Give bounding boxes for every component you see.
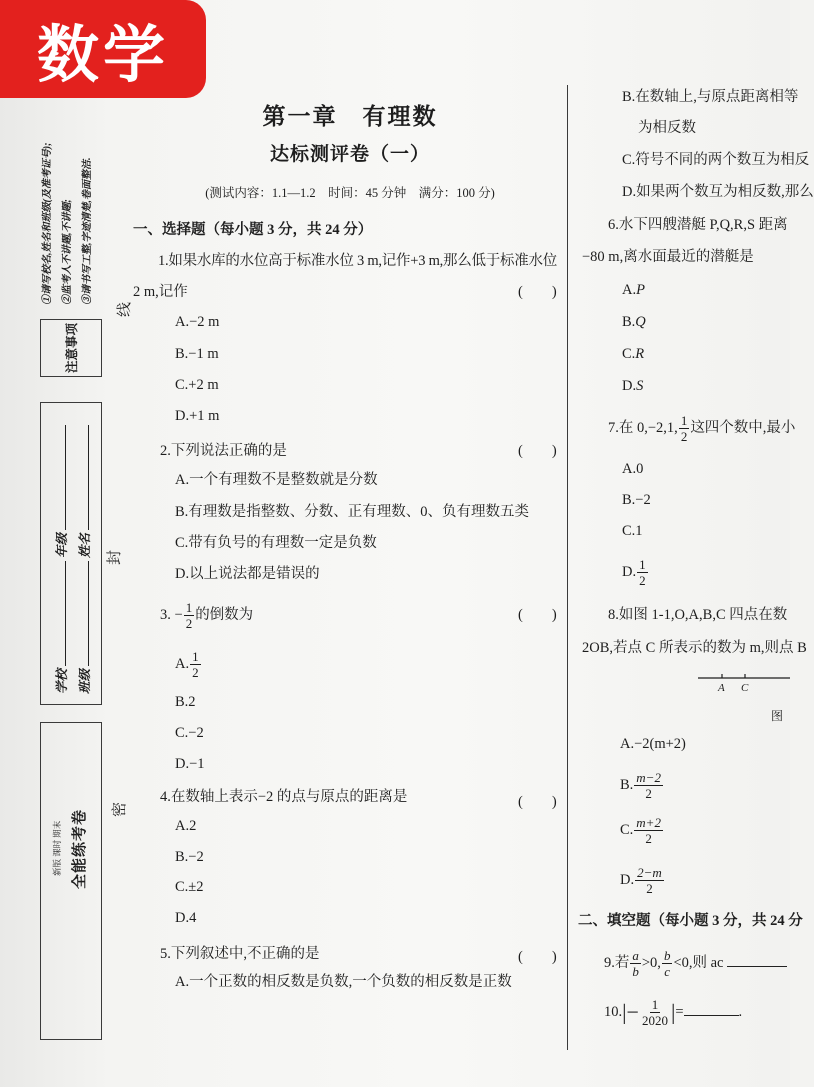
test-info: (测试内容：1.1—1.2 时间：45 分钟 满分：100 分) bbox=[205, 186, 495, 200]
answer-parentheses: ( ) bbox=[518, 284, 557, 300]
option-label: D. bbox=[620, 872, 635, 888]
question-1-stem-cont: 2 m,记作 bbox=[133, 284, 188, 300]
fraction-denominator: 2 bbox=[639, 573, 646, 589]
notice-list bbox=[38, 143, 98, 306]
question-3-option-b: B.2 bbox=[175, 694, 196, 710]
field-blank-school bbox=[53, 561, 66, 666]
test-subtitle: 达标测评卷（一） bbox=[269, 144, 430, 165]
brand-name: 全能练考卷 bbox=[72, 808, 88, 889]
question-6-stem-cont: −80 m,离水面最近的潜艇是 bbox=[582, 249, 754, 265]
fraction-denominator: b bbox=[632, 964, 639, 980]
option-label: C. bbox=[620, 822, 634, 838]
subject-badge bbox=[0, 0, 206, 98]
question-5-option-b-cont: 为相反数 bbox=[638, 120, 696, 136]
fraction-denominator: 2 bbox=[185, 616, 193, 632]
question-6-option-d bbox=[622, 377, 643, 395]
student-info-row bbox=[53, 422, 69, 694]
question-1-stem: 1.如果水库的水位高于标准水位 3 m,记作+3 m,那么低于标准水位 bbox=[158, 253, 557, 269]
question-6-option-a bbox=[622, 281, 645, 299]
option-value: Q bbox=[635, 314, 646, 330]
fraction-numerator: b bbox=[663, 948, 671, 964]
question-4-stem: 4.在数轴上表示−2 的点与原点的距离是 bbox=[160, 789, 408, 805]
fraction-denominator: 2 bbox=[645, 831, 652, 847]
question-2-option-c: C.带有负号的有理数一定是负数 bbox=[175, 535, 377, 551]
field-blank-grade bbox=[53, 425, 66, 530]
question-8-stem: 8.如图 1-1,O,A,B,C 四点在数 bbox=[608, 607, 788, 623]
question-9-stem bbox=[604, 948, 787, 978]
brand-box bbox=[40, 722, 102, 1040]
brand-edition-text: 新版 课时 期末 bbox=[52, 820, 62, 876]
question-2-option-a: A.一个有理数不是整数就是分数 bbox=[175, 472, 378, 488]
question-10-end: . bbox=[738, 1004, 743, 1020]
question-2-option-d: D.以上说法都是错误的 bbox=[175, 566, 320, 582]
question-3-stem bbox=[160, 600, 253, 630]
option-value: S bbox=[636, 378, 644, 394]
option-label: A. bbox=[175, 656, 190, 672]
question-6-option-c bbox=[622, 345, 644, 363]
fraction bbox=[635, 866, 664, 895]
absolute-value-open: |− bbox=[622, 999, 639, 1025]
student-info-box bbox=[40, 402, 102, 705]
notice-title-box bbox=[40, 319, 102, 377]
question-5-option-d: D.如果两个数互为相反数,那么 bbox=[622, 184, 814, 200]
question-1-option-a: A.−2 m bbox=[175, 314, 220, 330]
section-heading-choice: 一、选择题（每小题 3 分，共 24 分） bbox=[133, 222, 373, 238]
question-6-stem: 6.水下四艘潜艇 P,Q,R,S 距离 bbox=[608, 217, 788, 233]
question-3-option-a bbox=[175, 649, 202, 679]
field-label-name: 姓名 bbox=[78, 532, 92, 558]
question-2-option-b: B.有理数是指整数、分数、正有理数、0、负有理数五类 bbox=[175, 504, 530, 520]
question-3-stem-prefix: 3. − bbox=[160, 607, 183, 623]
question-5-option-c: C.符号不同的两个数互为相反 bbox=[622, 152, 810, 168]
question-4-option-a: A.2 bbox=[175, 818, 197, 834]
fraction-denominator: 2 bbox=[680, 429, 688, 445]
field-blank-class bbox=[76, 561, 89, 666]
fraction bbox=[662, 949, 673, 978]
fraction-numerator: 1 bbox=[185, 600, 193, 616]
fraction-numerator: m−2 bbox=[636, 770, 661, 786]
field-label-grade: 年级 bbox=[55, 532, 69, 558]
subject-badge-label: 数学 bbox=[36, 20, 169, 90]
option-label: A. bbox=[622, 282, 637, 298]
binding-margin bbox=[38, 100, 105, 1045]
question-9-text: >0, bbox=[641, 955, 661, 971]
question-7-stem-suffix: 这四个数中,最小 bbox=[690, 420, 796, 436]
notice-title: 注意事项 bbox=[65, 323, 79, 374]
number-line-label-a: A bbox=[718, 682, 725, 694]
option-label: D. bbox=[622, 564, 637, 580]
fraction-numerator: m+2 bbox=[636, 815, 661, 831]
option-value: R bbox=[635, 346, 645, 362]
column-divider bbox=[567, 85, 568, 1050]
fraction-denominator: c bbox=[664, 964, 671, 980]
question-4-option-c: C.±2 bbox=[175, 879, 204, 895]
fraction-numerator: 1 bbox=[192, 649, 199, 665]
option-label: B. bbox=[622, 314, 636, 330]
question-8-option-d bbox=[620, 865, 665, 895]
field-label-school: 学校 bbox=[55, 668, 69, 694]
option-label: B. bbox=[620, 777, 634, 793]
fraction bbox=[184, 601, 195, 630]
fraction bbox=[190, 650, 201, 679]
fraction-denominator: 2 bbox=[645, 786, 652, 802]
fraction bbox=[634, 816, 663, 845]
question-7-option-b: B.−2 bbox=[622, 492, 651, 508]
binding-mark-seal: 封 bbox=[107, 549, 124, 566]
question-5-option-a: A.一个正数的相反数是负数,一个负数的相反数是正数 bbox=[175, 974, 512, 990]
field-blank-name bbox=[76, 425, 89, 530]
field-label-class: 班级 bbox=[78, 668, 92, 694]
fraction bbox=[630, 949, 641, 978]
number-line-figure bbox=[690, 668, 790, 696]
figure-caption: 图 bbox=[771, 709, 784, 723]
fraction bbox=[640, 998, 670, 1027]
question-10-stem bbox=[604, 997, 742, 1028]
fraction-numerator: 1 bbox=[639, 557, 646, 573]
question-7-option-c: C.1 bbox=[622, 523, 643, 539]
fraction-numerator: 1 bbox=[680, 413, 688, 429]
question-8-option-c bbox=[620, 815, 664, 845]
answer-parentheses: ( ) bbox=[518, 949, 557, 965]
question-8-option-a: A.−2(m+2) bbox=[620, 736, 686, 752]
question-7-stem-prefix: 7.在 0,−2,1, bbox=[608, 420, 678, 436]
binding-mark-line: 线 bbox=[117, 301, 134, 318]
option-value: P bbox=[636, 282, 645, 298]
fraction bbox=[679, 414, 690, 443]
answer-parentheses: ( ) bbox=[518, 443, 557, 459]
question-3-option-c: C.−2 bbox=[175, 725, 204, 741]
question-6-option-b bbox=[622, 313, 646, 331]
fraction bbox=[637, 558, 648, 587]
answer-parentheses: ( ) bbox=[518, 794, 557, 810]
right-column bbox=[570, 0, 814, 1087]
fraction-numerator: 1 bbox=[651, 997, 659, 1013]
question-1-option-c: C.+2 m bbox=[175, 377, 219, 393]
equals-sign: = bbox=[675, 1004, 684, 1020]
question-7-option-a: A.0 bbox=[622, 461, 644, 477]
question-4-option-b: B.−2 bbox=[175, 849, 204, 865]
fraction-denominator: 2020 bbox=[641, 1013, 668, 1029]
option-label: C. bbox=[622, 346, 636, 362]
question-7-stem bbox=[608, 413, 795, 443]
question-2-stem: 2.下列说法正确的是 bbox=[160, 443, 287, 459]
question-4-option-d: D.4 bbox=[175, 910, 197, 926]
chapter-title: 第一章 有理数 bbox=[262, 104, 438, 129]
question-3-option-d: D.−1 bbox=[175, 756, 205, 772]
question-5-option-b: B.在数轴上,与原点距离相等 bbox=[622, 89, 799, 105]
section-heading-fill-in: 二、填空题（每小题 3 分，共 24 分 bbox=[578, 913, 803, 929]
option-label: D. bbox=[622, 378, 637, 394]
question-1-option-d: D.+1 m bbox=[175, 408, 220, 424]
notice-item: ②监考人不讲题,不讲题; bbox=[62, 199, 73, 305]
question-1-option-b: B.−1 m bbox=[175, 346, 219, 362]
question-9-prefix: 9.若 bbox=[604, 955, 630, 971]
notice-item: ①请写校名,姓名和班级(及准考证号); bbox=[42, 142, 53, 305]
question-7-option-d bbox=[622, 557, 649, 587]
student-info-row bbox=[76, 422, 92, 694]
fraction-denominator: 2 bbox=[192, 665, 199, 681]
question-3-stem-suffix: 的倒数为 bbox=[195, 607, 254, 623]
number-line-label-c: C bbox=[741, 682, 749, 694]
question-9-text: <0,则 ac bbox=[673, 955, 724, 971]
question-10-prefix: 10. bbox=[604, 1004, 623, 1020]
fraction-numerator: a bbox=[632, 948, 639, 964]
fraction bbox=[634, 771, 663, 800]
notice-item: ③请书写工整,字迹清楚,卷面整洁. bbox=[82, 157, 93, 305]
answer-blank bbox=[684, 1001, 739, 1016]
answer-blank bbox=[727, 952, 787, 967]
answer-parentheses: ( ) bbox=[518, 607, 557, 623]
question-8-option-b bbox=[620, 770, 664, 800]
binding-mark-secret: 密 bbox=[112, 801, 129, 818]
question-8-stem-cont: 2OB,若点 C 所表示的数为 m,则点 B bbox=[582, 640, 807, 656]
fraction-numerator: 2−m bbox=[637, 865, 662, 881]
fraction-denominator: 2 bbox=[646, 881, 653, 897]
absolute-value-close: | bbox=[670, 999, 676, 1025]
question-5-stem: 5.下列叙述中,不正确的是 bbox=[160, 946, 320, 962]
